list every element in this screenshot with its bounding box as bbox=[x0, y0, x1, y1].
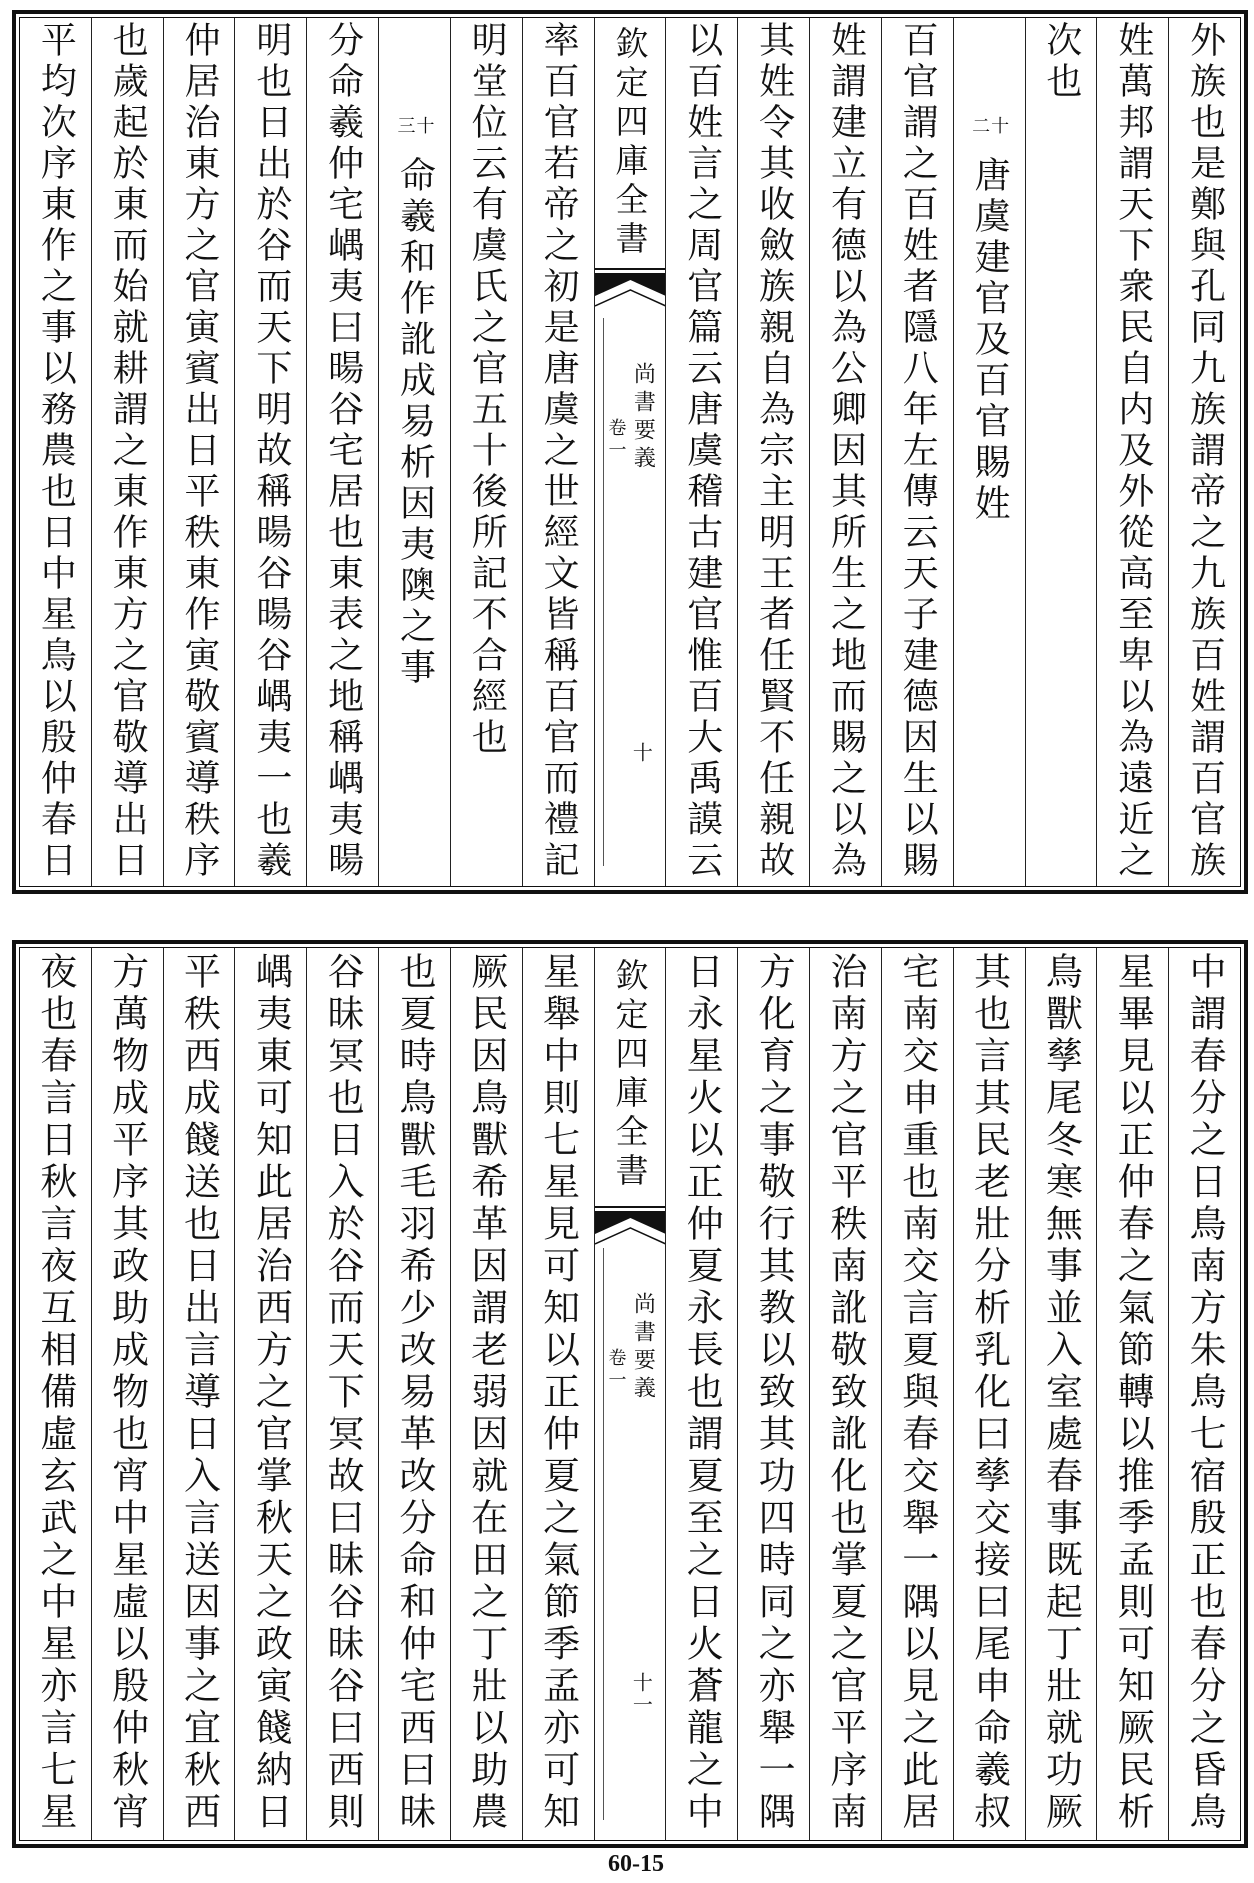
text-column bbox=[953, 948, 1025, 1840]
column-text: 鳥獸孳尾冬寒無事並入室處春事既起丁壯就功厥 bbox=[1039, 952, 1083, 1834]
column-text: 次也 bbox=[1040, 21, 1082, 103]
fish-tail-mark bbox=[595, 268, 666, 312]
column-text: 以百姓言之周官篇云唐虞稽古建官惟百大禹謨云 bbox=[681, 21, 723, 882]
page-panel-top bbox=[12, 10, 1248, 894]
folio-number: 十一 bbox=[629, 1672, 654, 1716]
column-text: 日永星火以正仲夏永長也謂夏至之日火蒼龍之中 bbox=[680, 952, 724, 1834]
column-text: 治南方之官平秩南訛敬致訛化也掌夏之官平序南 bbox=[823, 952, 867, 1834]
text-column bbox=[737, 948, 809, 1840]
column-text: 星舉中則七星見可知以正仲夏之氣節季孟亦可知 bbox=[536, 952, 580, 1834]
volume-label: 卷一 bbox=[605, 1348, 627, 1392]
section-heading: 命羲和作訛成易析因夷隩之事 bbox=[394, 156, 436, 689]
series-title: 欽定四庫全書 bbox=[610, 26, 650, 260]
volume-label: 卷一 bbox=[605, 418, 627, 462]
column-text: 百官謂之百姓者隱八年左傳云天子建德因生以賜 bbox=[897, 21, 939, 882]
text-column bbox=[809, 948, 881, 1840]
column-text: 姓謂建立有德以為公卿因其所生之地而賜之以為 bbox=[825, 21, 867, 882]
text-column bbox=[234, 948, 306, 1840]
column-text: 平均次序東作之事以務農也日中星鳥以殷仲春日 bbox=[35, 21, 77, 882]
text-column bbox=[522, 18, 594, 886]
center-banner bbox=[594, 18, 666, 886]
column-text: 厥民因鳥獸希革因謂老弱因就在田之丁壯以助農 bbox=[464, 952, 508, 1834]
column-text: 分命羲仲宅嵎夷曰暘谷宅居也東表之地稱嵎夷暘 bbox=[322, 21, 364, 882]
text-column bbox=[450, 18, 522, 886]
work-title: 尚書要義 bbox=[630, 1292, 656, 1404]
text-column bbox=[809, 18, 881, 886]
column-text: 明也日出於谷而天下明故稱暘谷暘谷嵎夷一也羲 bbox=[250, 21, 292, 882]
text-column bbox=[522, 948, 594, 1840]
text-column bbox=[881, 18, 953, 886]
footer-page-code: 60-15 bbox=[608, 1851, 664, 1877]
section-number: 十三 bbox=[394, 116, 435, 134]
section-heading: 唐虞建官及百官賜姓 bbox=[969, 156, 1011, 525]
column-text: 明堂位云有虞氏之官五十後所記不合經也 bbox=[466, 21, 508, 759]
column-text: 仲居治東方之官寅賓出日平秩東作寅敬賓導秩序 bbox=[178, 21, 220, 882]
section-heading-column bbox=[953, 18, 1025, 886]
text-column bbox=[737, 18, 809, 886]
column-text: 姓萬邦謂天下衆民自内及外從高至卑以為遠近之 bbox=[1112, 21, 1154, 882]
text-column bbox=[91, 18, 163, 886]
banner-rule bbox=[603, 318, 604, 866]
text-column bbox=[1025, 18, 1097, 886]
text-column bbox=[665, 18, 737, 886]
column-text: 嵎夷東可知此居治西方之官掌秋天之政寅餞納日 bbox=[249, 952, 293, 1834]
text-column bbox=[665, 948, 737, 1840]
text-column bbox=[234, 18, 306, 886]
column-text: 夜也春言日秋言夜互相備虛玄武之中星亦言七星 bbox=[33, 952, 77, 1834]
text-column bbox=[91, 948, 163, 1840]
column-text: 宅南交申重也南交言夏與春交舉一隅以見之此居 bbox=[895, 952, 939, 1834]
text-column bbox=[163, 948, 235, 1840]
column-text: 方化育之事敬行其教以致其功四時同之亦舉一隅 bbox=[752, 952, 796, 1834]
series-title: 欽定四庫全書 bbox=[610, 958, 650, 1192]
column-text: 方萬物成平序其政助成物也宵中星虛以殷仲秋宵 bbox=[105, 952, 149, 1834]
work-title: 尚書要義 bbox=[630, 362, 656, 474]
column-text: 中謂春分之日鳥南方朱鳥七宿殷正也春分之昏鳥 bbox=[1183, 952, 1227, 1834]
text-column bbox=[1168, 18, 1240, 886]
column-text: 也歲起於東而始就耕謂之東作東方之官敬導出日 bbox=[107, 21, 149, 882]
column-text: 平秩西成餞送也日出言導日入言送因事之宜秋西 bbox=[177, 952, 221, 1834]
text-column bbox=[163, 18, 235, 886]
column-text: 率百官若帝之初是唐虞之世經文皆稱百官而禮記 bbox=[538, 21, 580, 882]
folio-number: 十 bbox=[629, 742, 654, 764]
section-number: 十二 bbox=[969, 116, 1010, 134]
column-grid bbox=[19, 947, 1241, 1841]
section-heading-column bbox=[378, 18, 450, 886]
text-column bbox=[450, 948, 522, 1840]
column-text: 其也言其民老壯分析乳化曰孳交接曰尾申命羲叔 bbox=[967, 952, 1011, 1834]
text-column bbox=[1025, 948, 1097, 1840]
text-column bbox=[881, 948, 953, 1840]
column-text: 星畢見以正仲春之氣節轉以推季孟則可知厥民析 bbox=[1111, 952, 1155, 1834]
text-column bbox=[306, 948, 378, 1840]
column-text: 其姓令其收斂族親自為宗主明王者任賢不任親故 bbox=[753, 21, 795, 882]
page-panel-bottom bbox=[12, 940, 1248, 1848]
column-text: 也夏時鳥獸毛羽希少改易革改分命和仲宅西曰昧 bbox=[392, 952, 436, 1834]
column-grid bbox=[19, 17, 1241, 887]
text-column bbox=[1168, 948, 1240, 1840]
banner-rule bbox=[603, 1248, 604, 1820]
text-column bbox=[20, 948, 91, 1840]
text-column bbox=[1096, 18, 1168, 886]
column-text: 外族也是鄭與孔同九族謂帝之九族百姓謂百官族 bbox=[1184, 21, 1226, 882]
text-column bbox=[1096, 948, 1168, 1840]
fish-tail-mark bbox=[595, 1206, 666, 1250]
text-column bbox=[20, 18, 91, 886]
text-column bbox=[378, 948, 450, 1840]
center-banner bbox=[594, 948, 666, 1840]
column-text: 谷昧冥也日入於谷而天下冥故曰昧谷昧谷曰西則 bbox=[321, 952, 365, 1834]
text-column bbox=[306, 18, 378, 886]
